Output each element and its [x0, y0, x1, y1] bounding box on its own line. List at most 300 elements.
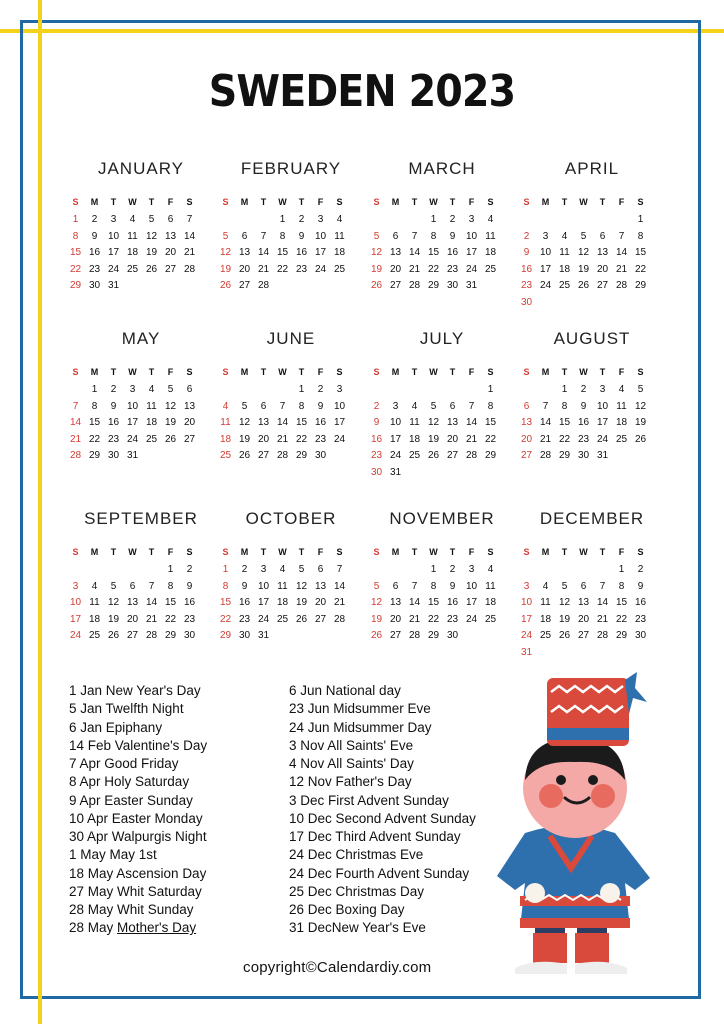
day-cell: 29 — [219, 630, 232, 641]
day-cell: 20 — [389, 613, 402, 625]
weekday-header: F — [468, 367, 475, 377]
weekday-header: T — [148, 197, 155, 207]
weekday-header: M — [90, 197, 99, 207]
day-cell: 13 — [126, 597, 139, 608]
weekday-header: S — [523, 367, 530, 377]
day-cell: 16 — [314, 417, 327, 428]
day-cell: 23 — [295, 263, 308, 275]
month-name: AUGUST — [553, 329, 631, 348]
day-cell: 24 — [539, 280, 552, 291]
day-cell: 19 — [219, 263, 232, 275]
weekday-header: F — [317, 197, 324, 207]
day-cell: 9 — [317, 400, 324, 412]
day-cell: 17 — [389, 433, 402, 445]
day-cell: 16 — [520, 263, 533, 275]
day-cell: 29 — [88, 450, 101, 461]
day-cell: 16 — [577, 417, 590, 428]
holiday-item: 9 Apr Easter Sunday — [69, 792, 193, 808]
day-cell: 13 — [164, 230, 177, 242]
day-cell: 7 — [542, 400, 549, 412]
weekday-header: T — [260, 367, 267, 377]
day-cell: 9 — [373, 417, 380, 428]
day-cell: 18 — [484, 247, 497, 258]
day-cell: 11 — [127, 230, 138, 242]
day-cell: 9 — [523, 247, 530, 258]
day-cell: 19 — [107, 613, 120, 625]
day-cell: 30 — [238, 630, 251, 641]
day-cell: 28 — [69, 450, 82, 461]
weekday-header: F — [468, 197, 475, 207]
day-cell: 12 — [164, 400, 177, 412]
day-cell: 5 — [241, 400, 248, 412]
day-cell: 12 — [577, 247, 590, 258]
day-cell: 11 — [485, 230, 496, 242]
day-cell: 8 — [167, 580, 174, 592]
day-cell: 10 — [333, 400, 346, 412]
day-cell: 15 — [484, 417, 497, 428]
day-cell: 16 — [183, 597, 196, 608]
day-cell: 6 — [523, 400, 530, 412]
day-cell: 25 — [276, 613, 289, 625]
day-cell: 4 — [148, 384, 155, 395]
weekday-header: M — [240, 547, 249, 557]
weekday-header: T — [449, 197, 456, 207]
day-cell: 16 — [238, 597, 251, 608]
day-cell: 23 — [183, 613, 196, 625]
day-cell: 10 — [539, 247, 552, 258]
weekday-header: T — [599, 367, 606, 377]
day-cell: 23 — [577, 433, 590, 445]
day-cell: 14 — [596, 597, 609, 608]
day-cell: 8 — [298, 400, 305, 412]
holiday-item: 24 Dec Fourth Advent Sunday — [289, 865, 470, 881]
weekday-header: T — [148, 547, 155, 557]
weekday-header: S — [186, 367, 193, 377]
day-cell: 11 — [409, 417, 420, 428]
day-cell: 1 — [279, 214, 286, 225]
day-cell: 4 — [411, 400, 418, 412]
day-cell: 15 — [427, 597, 440, 608]
day-cell: 15 — [615, 597, 628, 608]
weekday-header: S — [637, 547, 644, 557]
day-cell: 26 — [145, 263, 158, 275]
month-name: FEBRUARY — [240, 159, 342, 178]
month-name: JANUARY — [97, 159, 185, 178]
day-cell: 17 — [596, 417, 609, 428]
day-cell: 2 — [637, 564, 644, 575]
day-cell: 4 — [618, 384, 625, 395]
day-cell: 12 — [370, 597, 383, 608]
holiday-item: 1 Jan New Year's Day — [69, 683, 201, 698]
day-cell: 18 — [333, 247, 346, 258]
holiday-item: 18 May Ascension Day — [69, 865, 207, 881]
day-cell: 9 — [637, 580, 644, 592]
day-cell: 11 — [334, 230, 345, 242]
day-cell: 22 — [219, 613, 232, 625]
day-cell: 19 — [238, 433, 251, 445]
day-cell: 4 — [487, 214, 494, 225]
month-may — [66, 329, 216, 461]
day-cell: 26 — [370, 280, 383, 291]
day-cell: 28 — [408, 630, 421, 641]
day-cell: 12 — [219, 247, 232, 258]
day-cell: 8 — [72, 230, 79, 242]
weekday-header: M — [391, 367, 400, 377]
day-cell: 7 — [279, 400, 286, 412]
day-cell: 22 — [88, 433, 101, 445]
day-cell: 23 — [238, 613, 251, 625]
day-cell: 1 — [91, 384, 98, 395]
day-cell: 1 — [430, 564, 437, 575]
page-title: SWEDEN 2023 — [208, 66, 516, 117]
weekday-header: F — [317, 367, 324, 377]
weekday-header: S — [487, 367, 494, 377]
month-november — [367, 509, 517, 641]
weekday-header: S — [373, 367, 380, 377]
day-cell: 6 — [449, 400, 456, 412]
day-cell: 11 — [540, 597, 551, 608]
day-cell: 1 — [618, 564, 625, 575]
day-cell: 13 — [389, 247, 402, 258]
day-cell: 26 — [219, 280, 232, 291]
day-cell: 27 — [183, 433, 196, 445]
day-cell: 20 — [389, 263, 402, 275]
weekday-header: S — [222, 367, 229, 377]
day-cell: 12 — [238, 417, 251, 428]
day-cell: 26 — [558, 630, 571, 641]
day-cell: 17 — [520, 613, 533, 625]
day-cell: 28 — [615, 280, 628, 291]
day-cell: 17 — [107, 247, 120, 258]
day-cell: 30 — [88, 280, 101, 291]
day-cell: 26 — [107, 630, 120, 641]
weekday-header: T — [411, 547, 418, 557]
day-cell: 21 — [257, 263, 270, 275]
day-cell: 8 — [561, 400, 568, 412]
weekday-header: M — [541, 197, 550, 207]
day-cell: 25 — [539, 630, 552, 641]
day-cell: 28 — [276, 450, 289, 461]
day-cell: 21 — [333, 597, 346, 608]
day-cell: 28 — [539, 450, 552, 461]
day-cell: 16 — [634, 597, 647, 608]
day-cell: 4 — [336, 214, 343, 225]
weekday-header: W — [429, 197, 438, 207]
day-cell: 4 — [279, 564, 286, 575]
day-cell: 3 — [110, 214, 117, 225]
month-april — [517, 159, 667, 308]
weekday-header: W — [128, 197, 137, 207]
holiday-item: 17 Dec Third Advent Sunday — [289, 829, 461, 844]
weekday-header: F — [618, 197, 625, 207]
weekday-header: W — [579, 197, 588, 207]
day-cell: 12 — [558, 597, 571, 608]
day-cell: 27 — [577, 630, 590, 641]
day-cell: 22 — [615, 613, 628, 625]
day-cell: 26 — [577, 280, 590, 291]
day-cell: 9 — [186, 580, 193, 592]
weekday-header: T — [599, 197, 606, 207]
day-cell: 31 — [107, 280, 120, 291]
day-cell: 31 — [520, 646, 533, 658]
weekday-header: W — [579, 547, 588, 557]
month-june — [216, 329, 366, 461]
day-cell: 12 — [107, 597, 120, 608]
month-name: MAY — [121, 329, 161, 348]
day-cell: 2 — [241, 564, 248, 575]
weekday-header: M — [240, 367, 249, 377]
day-cell: 1 — [298, 384, 305, 395]
day-cell: 15 — [427, 247, 440, 258]
weekday-header: T — [260, 547, 267, 557]
day-cell: 18 — [615, 417, 628, 428]
weekday-header: T — [561, 367, 568, 377]
holiday-item: 12 Nov Father's Day — [289, 774, 412, 790]
day-cell: 17 — [333, 417, 346, 428]
day-cell: 24 — [465, 613, 478, 625]
day-cell: 15 — [295, 417, 308, 428]
day-cell: 8 — [487, 400, 494, 412]
weekday-header: M — [90, 547, 99, 557]
day-cell: 10 — [314, 230, 327, 242]
day-cell: 21 — [408, 613, 421, 625]
weekday-header: S — [336, 547, 343, 557]
day-cell: 31 — [465, 280, 478, 291]
day-cell: 11 — [89, 597, 100, 608]
day-cell: 6 — [129, 580, 136, 592]
month-january — [66, 159, 216, 291]
day-cell: 3 — [468, 214, 475, 225]
day-cell: 8 — [430, 230, 437, 242]
day-cell: 22 — [295, 433, 308, 445]
day-cell: 5 — [148, 214, 155, 225]
day-cell: 21 — [539, 433, 552, 445]
month-name: MARCH — [408, 159, 476, 178]
day-cell: 9 — [110, 400, 117, 412]
day-cell: 8 — [279, 230, 286, 242]
month-name: APRIL — [564, 159, 620, 178]
holiday-item: 10 Apr Easter Monday — [69, 810, 203, 826]
day-cell: 14 — [183, 230, 196, 242]
day-cell: 12 — [634, 400, 647, 412]
day-cell: 29 — [427, 630, 440, 641]
day-cell: 26 — [370, 630, 383, 641]
day-cell: 11 — [559, 247, 570, 258]
weekday-header: T — [449, 547, 456, 557]
day-cell: 27 — [596, 280, 609, 291]
weekday-header: F — [618, 547, 625, 557]
day-cell: 13 — [577, 597, 590, 608]
weekday-header: F — [317, 547, 324, 557]
day-cell: 30 — [520, 296, 533, 308]
day-cell: 30 — [107, 450, 120, 461]
day-cell: 3 — [72, 580, 79, 592]
day-cell: 29 — [164, 630, 177, 641]
day-cell: 27 — [389, 280, 402, 291]
day-cell: 24 — [257, 613, 270, 625]
day-cell: 23 — [314, 433, 327, 445]
day-cell: 26 — [238, 450, 251, 461]
day-cell: 5 — [561, 580, 568, 592]
month-march — [367, 159, 517, 291]
weekday-header: S — [186, 547, 193, 557]
holiday-list-right — [289, 682, 476, 938]
day-cell: 9 — [241, 580, 248, 592]
weekday-header: S — [487, 547, 494, 557]
month-name: NOVEMBER — [389, 509, 495, 528]
weekday-header: F — [167, 547, 174, 557]
weekday-header: S — [186, 197, 193, 207]
day-cell: 5 — [373, 230, 380, 242]
day-cell: 24 — [107, 263, 120, 275]
day-cell: 29 — [558, 450, 571, 461]
day-cell: 14 — [333, 580, 346, 592]
day-cell: 14 — [145, 597, 158, 608]
day-cell: 19 — [295, 597, 308, 608]
day-cell: 13 — [238, 247, 251, 258]
holiday-item: 3 Nov All Saints' Eve — [289, 737, 414, 753]
day-cell: 26 — [295, 613, 308, 625]
day-cell: 21 — [183, 247, 196, 258]
day-cell: 19 — [427, 433, 440, 445]
day-cell: 25 — [333, 263, 346, 275]
day-cell: 3 — [468, 564, 475, 575]
day-cell: 18 — [126, 247, 139, 258]
day-cell: 15 — [69, 247, 82, 258]
day-cell: 8 — [637, 230, 644, 242]
day-cell: 29 — [615, 630, 628, 641]
weekday-header: S — [72, 547, 79, 557]
day-cell: 25 — [126, 263, 139, 275]
day-cell: 23 — [88, 263, 101, 275]
weekday-header: F — [167, 197, 174, 207]
day-cell: 10 — [520, 597, 533, 608]
day-cell: 29 — [484, 450, 497, 461]
day-cell: 31 — [596, 450, 609, 461]
day-cell: 25 — [145, 433, 158, 445]
day-cell: 16 — [446, 247, 459, 258]
day-cell: 23 — [107, 433, 120, 445]
weekday-header: W — [429, 367, 438, 377]
day-cell: 2 — [523, 230, 530, 242]
day-cell: 21 — [145, 613, 158, 625]
day-cell: 3 — [599, 384, 606, 395]
day-cell: 9 — [449, 580, 456, 592]
holiday-item: 24 Dec Christmas Eve — [289, 847, 424, 863]
holiday-item: 8 Apr Holy Saturday — [69, 774, 190, 790]
day-cell: 1 — [487, 384, 494, 395]
day-cell: 5 — [222, 230, 229, 242]
day-cell: 15 — [634, 247, 647, 258]
day-cell: 9 — [91, 230, 98, 242]
day-cell: 24 — [520, 630, 533, 641]
day-cell: 15 — [219, 597, 232, 608]
day-cell: 29 — [295, 450, 308, 461]
day-cell: 19 — [577, 263, 590, 275]
day-cell: 4 — [91, 580, 98, 592]
day-cell: 20 — [520, 433, 533, 445]
day-cell: 17 — [126, 417, 139, 428]
day-cell: 7 — [148, 580, 155, 592]
holiday-item: 26 Dec Boxing Day — [289, 902, 405, 917]
weekday-header: T — [561, 197, 568, 207]
day-cell: 11 — [485, 580, 496, 592]
day-cell: 13 — [257, 417, 270, 428]
day-cell: 7 — [411, 580, 418, 592]
holiday-item: 14 Feb Valentine's Day — [69, 737, 208, 753]
day-cell: 16 — [107, 417, 120, 428]
day-cell: 3 — [542, 230, 549, 242]
day-cell: 26 — [164, 433, 177, 445]
day-cell: 24 — [389, 450, 402, 461]
weekday-header: W — [429, 547, 438, 557]
day-cell: 8 — [430, 580, 437, 592]
day-cell: 22 — [484, 433, 497, 445]
yellow-accent-line-vertical — [38, 0, 42, 1024]
holiday-item: 28 May Whit Sunday — [69, 902, 194, 917]
day-cell: 4 — [561, 230, 568, 242]
day-cell: 12 — [370, 247, 383, 258]
weekday-header: T — [110, 547, 117, 557]
day-cell: 10 — [389, 417, 402, 428]
weekday-header: S — [72, 367, 79, 377]
weekday-header: W — [278, 367, 287, 377]
day-cell: 30 — [634, 630, 647, 641]
day-cell: 15 — [276, 247, 289, 258]
holiday-item: 27 May Whit Saturday — [69, 883, 202, 899]
month-name: DECEMBER — [539, 509, 645, 528]
day-cell: 11 — [146, 400, 157, 412]
holiday-item: 6 Jan Epiphany — [69, 719, 163, 735]
day-cell: 20 — [164, 247, 177, 258]
day-cell: 20 — [183, 417, 196, 428]
weekday-header: T — [148, 367, 155, 377]
day-cell: 17 — [465, 247, 478, 258]
day-cell: 3 — [336, 384, 343, 395]
holiday-item: 5 Jan Twelfth Night — [69, 701, 184, 717]
day-cell: 24 — [596, 433, 609, 445]
day-cell: 28 — [465, 450, 478, 461]
day-cell: 14 — [408, 597, 421, 608]
weekday-header: S — [222, 197, 229, 207]
day-cell: 14 — [69, 417, 82, 428]
weekday-header: T — [110, 367, 117, 377]
weekday-header: S — [523, 197, 530, 207]
day-cell: 5 — [167, 384, 174, 395]
day-cell: 5 — [637, 384, 644, 395]
day-cell: 28 — [333, 613, 346, 625]
weekday-header: M — [541, 367, 550, 377]
day-cell: 20 — [257, 433, 270, 445]
weekday-header: S — [72, 197, 79, 207]
day-cell: 6 — [599, 230, 606, 242]
day-cell: 15 — [558, 417, 571, 428]
day-cell: 31 — [126, 450, 139, 461]
month-name: SEPTEMBER — [84, 509, 198, 528]
day-cell: 3 — [260, 564, 267, 575]
day-cell: 27 — [520, 450, 533, 461]
weekday-header: W — [128, 547, 137, 557]
day-cell: 9 — [298, 230, 305, 242]
day-cell: 14 — [465, 417, 478, 428]
day-cell: 19 — [558, 613, 571, 625]
mothers-day-link[interactable]: Mother's Day — [117, 920, 197, 936]
month-august — [517, 329, 667, 461]
day-cell: 10 — [257, 580, 270, 592]
day-cell: 24 — [69, 630, 82, 641]
day-cell: 28 — [257, 280, 270, 291]
day-cell: 23 — [520, 280, 533, 291]
